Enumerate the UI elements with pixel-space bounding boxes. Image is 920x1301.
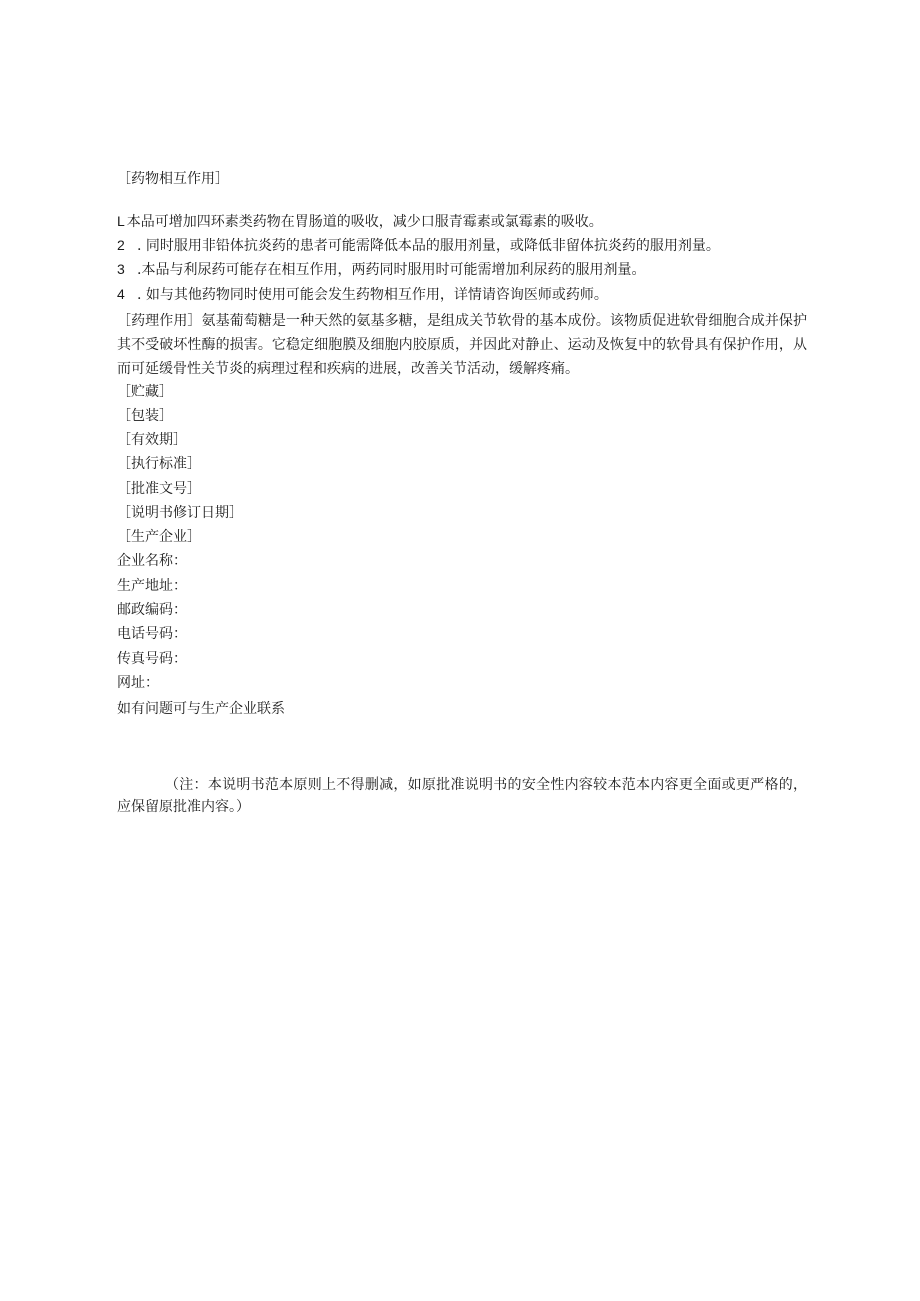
company-postal-label: 邮政编码：	[117, 602, 187, 618]
pharmacology-paragraph: ［药理作用］氨基葡萄糖是一种天然的氨基多糖，是组成关节软骨的基本成份。该物质促进软骨细胞合成并保护其不受破坏性酶的损害。它稳定细胞膜及细胞内胶原质，并因此对静止、运动及恢复中的软骨具有保护作用，从而可延缓骨性关节炎的病理过程和疾病的进展，改善关节活动，缓解疼痛。	[117, 313, 807, 377]
standard-heading: ［执行标准］	[117, 456, 201, 472]
interaction-number: 2	[117, 237, 125, 253]
interactions-heading: ［药物相互作用］	[117, 171, 229, 187]
contact-line: 如有问题可与生产企业联系	[117, 700, 285, 716]
revision-date-heading: ［说明书修订日期］	[117, 505, 243, 521]
company-website-label: 网址：	[117, 675, 159, 691]
interaction-number: 3	[117, 261, 125, 277]
interaction-number: 4	[117, 286, 125, 302]
manufacturer-heading: ［生产企业］	[117, 529, 201, 545]
interaction-number: L	[117, 213, 125, 229]
interaction-text: .本品与利尿药可能存在相互作用，两药同时服用时可能需增加利尿药的服用剂量。	[137, 262, 646, 278]
interaction-text: . 如与其他药物同时使用可能会发生药物相互作用，详情请咨询医师或药师。	[137, 287, 608, 303]
interaction-item-4	[117, 282, 608, 306]
company-address-label: 生产地址：	[117, 578, 187, 594]
company-fax-label: 传真号码：	[117, 651, 187, 667]
company-name-label: 企业名称：	[117, 553, 187, 569]
storage-heading: ［贮藏］	[117, 384, 173, 400]
package-heading: ［包装］	[117, 408, 173, 424]
interaction-item-1	[117, 209, 603, 233]
interaction-item-3	[117, 257, 645, 281]
interaction-text: . 同时服用非铅体抗炎药的患者可能需降低本品的服用剂量，或降低非留体抗炎药的服用剂量。	[137, 238, 720, 254]
approval-heading: ［批准文号］	[117, 481, 201, 497]
interaction-text: 本品可增加四环素类药物在胃肠道的吸收，减少口服青霉素或氯霉素的吸收。	[126, 214, 603, 230]
interaction-item-2	[117, 233, 720, 257]
company-phone-label: 电话号码：	[117, 626, 187, 642]
validity-heading: ［有效期］	[117, 432, 187, 448]
template-note: （注：本说明书范本原则上不得删减，如原批准说明书的安全性内容较本范本内容更全面或更严格的，应保留原批准内容。）	[117, 777, 807, 815]
